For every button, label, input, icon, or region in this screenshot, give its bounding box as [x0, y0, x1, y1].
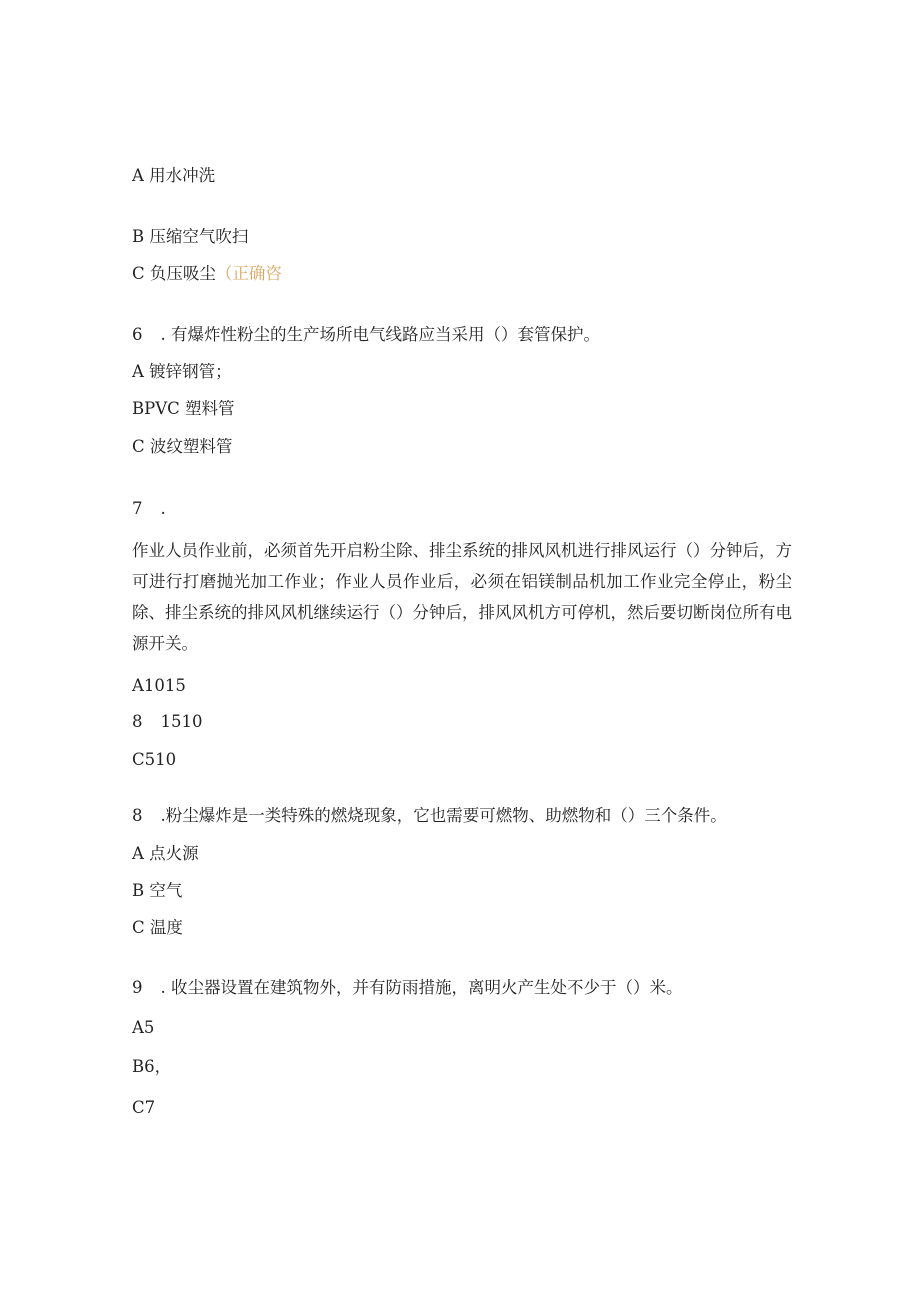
q7-text: 作业人员作业前，必须首先开启粉尘除、排尘系统的排风风机进行排风运行（）分钟后，方可进行打磨抛光加工作业；作业人员作业后，必须在铝镁制品机加工作业完全停止，粉尘除、排尘系统的排风风机继续运行（）分钟后，排风风机方可停机，然后要切断岗位所有电源开关。 — [132, 541, 792, 653]
q5-option-c-label: C 负压吸尘 — [132, 264, 216, 283]
q8-option-b: B 空气 — [132, 881, 183, 900]
q9-option-c: C7 — [132, 1098, 156, 1117]
q7-option-c: C510 — [132, 750, 177, 769]
q5-option-b: B 压缩空气吹扫 — [132, 227, 249, 246]
q6-option-c: C 波纹塑料管 — [132, 437, 233, 456]
q5-option-a: A 用水冲洗 — [132, 166, 216, 185]
q7-dot: . — [160, 499, 166, 518]
q7-option-a: A1015 — [132, 676, 186, 695]
q9-option-b: B6， — [132, 1057, 172, 1076]
q8-option-a: A 点火源 — [132, 844, 199, 863]
q6-number: 6 — [132, 325, 143, 344]
q7-option-b — [132, 711, 790, 733]
answer-hint: （正确咨 — [215, 264, 282, 283]
q5-option-c — [132, 263, 790, 285]
q6-stem — [132, 324, 790, 346]
q8-stem — [132, 805, 790, 827]
q7-number-line — [132, 498, 790, 520]
q8-number: 8 — [132, 806, 143, 825]
q7-number: 7 — [132, 499, 143, 518]
q9-number: 9 — [132, 978, 143, 997]
q8-text: .粉尘爆炸是一类特殊的燃烧现象，它也需要可燃物、助燃物和（）三个条件。 — [160, 806, 727, 825]
q9-option-a: A5 — [132, 1018, 155, 1037]
q9-text: . 收尘器设置在建筑物外，并有防雨措施，离明火产生处不少于（）米。 — [160, 978, 683, 997]
q6-option-b: BPVC 塑料管 — [132, 399, 235, 418]
q8-option-c: C 温度 — [132, 918, 183, 937]
q9-stem — [132, 977, 790, 999]
q6-text: . 有爆炸性粉尘的生产场所电气线路应当采用（）套管保护。 — [160, 325, 600, 344]
q7-option-b-value: 1510 — [160, 712, 203, 731]
q6-option-a: A 镀锌钢管； — [132, 362, 232, 381]
q7-option-b-number: 8 — [132, 712, 143, 731]
